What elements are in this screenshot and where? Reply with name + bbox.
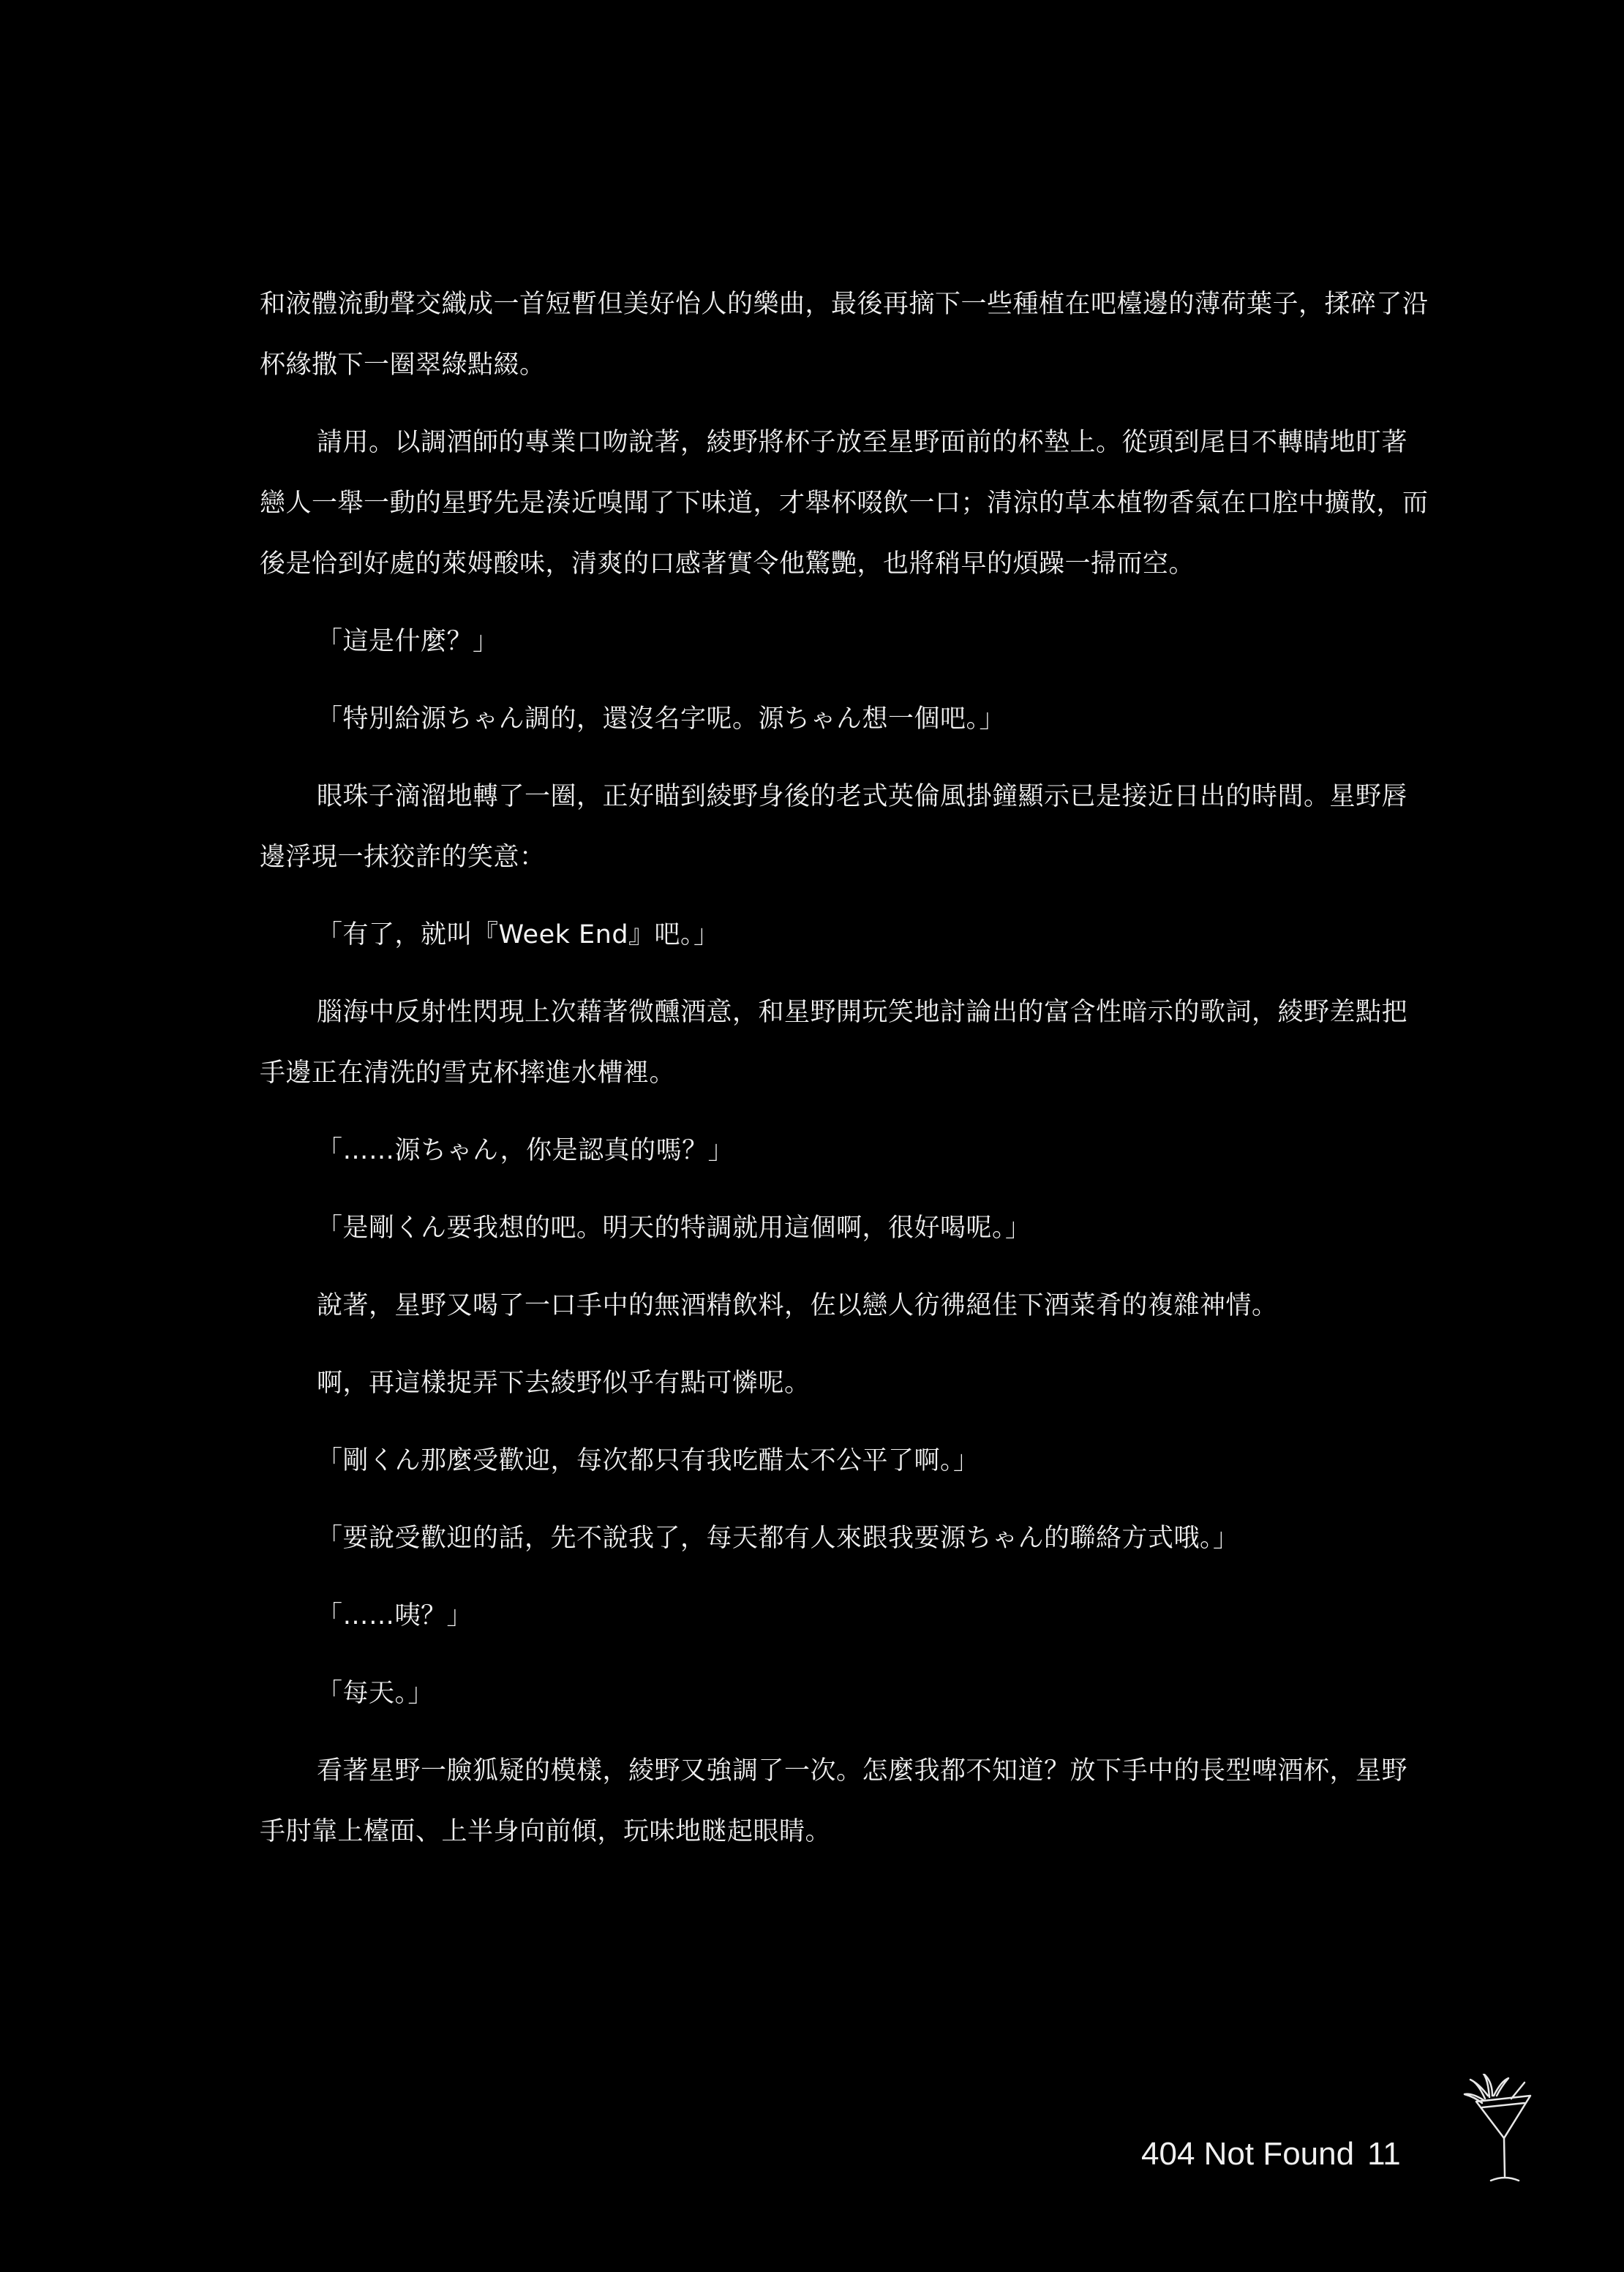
paragraph: 「要說受歡迎的話，先不說我了，每天都有人來跟我要源ちゃん的聯絡方式哦。」: [317, 1524, 1239, 1553]
paragraph: 說著，星野又喝了一口手中的無酒精飲料，佐以戀人彷彿絕佳下酒菜肴的複雜神情。: [317, 1291, 1278, 1320]
paragraph: 腦海中反射性閃現上次藉著微醺酒意，和星野開玩笑地討論出的富含性暗示的歌詞，綾野差點把手邊正在清洗的雪克杯摔進水槽裡。: [260, 998, 1408, 1088]
paragraph: 「……咦？」: [317, 1601, 473, 1630]
page-number: 11: [1367, 2136, 1401, 2172]
paragraph: 看著星野一臉狐疑的模樣，綾野又強調了一次。怎麼我都不知道？放下手中的長型啤酒杯，星野手肘靠上檯面、上半身向前傾，玩味地瞇起眼睛。: [260, 1756, 1408, 1846]
paragraph: 「……源ちゃん，你是認真的嗎？」: [317, 1136, 734, 1165]
footer-title: 404 Not Found: [1141, 2136, 1355, 2172]
page-footer: [1141, 2132, 1401, 2176]
body-text: [260, 274, 1430, 1862]
cocktail-glass-icon: [1463, 2074, 1544, 2191]
paragraph: 請用。以調酒師的專業口吻說著，綾野將杯子放至星野面前的杯墊上。從頭到尾目不轉睛地盯著戀人一舉一動的星野先是湊近嗅聞了下味道，才舉杯啜飲一口；清涼的草本植物香氣在口腔中擴散，而後是恰到好處的萊姆酸味，清爽的口感著實令他驚艷，也將稍早的煩躁一掃而空。: [260, 428, 1429, 579]
paragraph: 「這是什麼？」: [317, 627, 499, 656]
paragraph: 「每天。」: [317, 1679, 435, 1708]
paragraph: 「特別給源ちゃん調的，還沒名字呢。源ちゃん想一個吧。」: [317, 704, 1006, 734]
paragraph: 眼珠子滴溜地轉了一圈，正好瞄到綾野身後的老式英倫風掛鐘顯示已是接近日出的時間。星野唇邊浮現一抹狡詐的笑意：: [260, 782, 1408, 872]
paragraph: 和液體流動聲交織成一首短暫但美好怡人的樂曲，最後再摘下一些種植在吧檯邊的薄荷葉子，揉碎了沿杯緣撒下一圈翠綠點綴。: [260, 290, 1429, 380]
paragraph: 「剛くん那麼受歡迎，每次都只有我吃醋太不公平了啊。」: [317, 1446, 980, 1475]
paragraph: 「有了，就叫『Week End』吧。」: [317, 920, 720, 949]
paragraph: 啊，再這樣捉弄下去綾野似乎有點可憐呢。: [317, 1369, 811, 1398]
paragraph: 「是剛くん要我想的吧。明天的特調就用這個啊，很好喝呢。」: [317, 1214, 1031, 1243]
